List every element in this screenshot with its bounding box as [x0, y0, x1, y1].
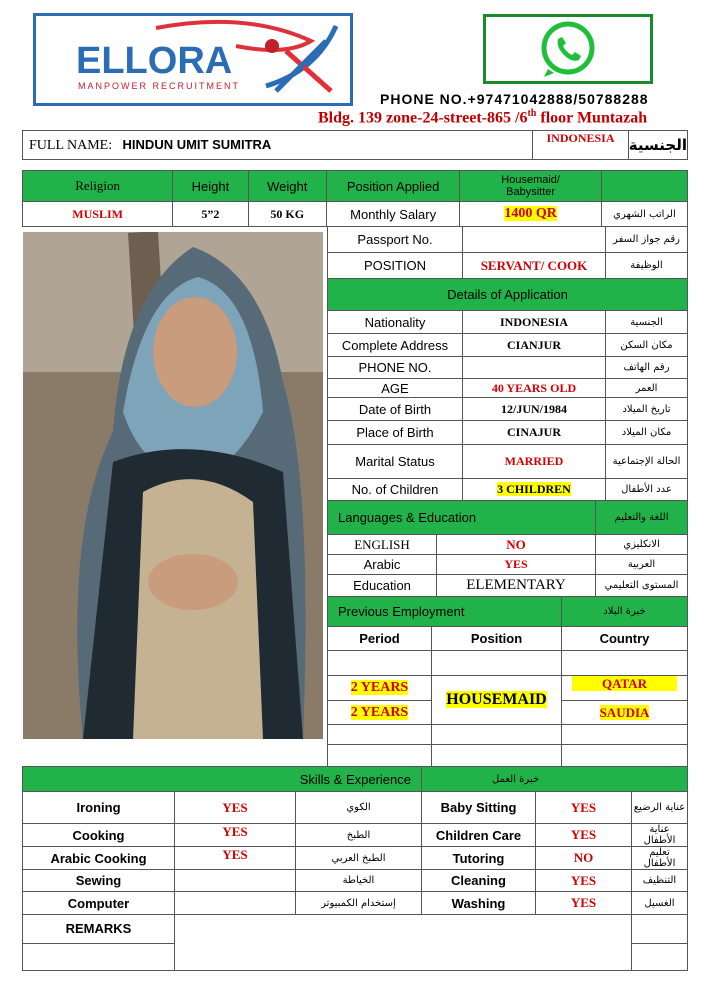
top-info-table — [22, 170, 688, 227]
detail-label: Marital Status — [328, 445, 463, 479]
passport-label: Passport No. — [328, 227, 463, 253]
skill-label: Children Care — [422, 824, 536, 847]
skill-value: YES — [175, 792, 296, 824]
skill-label: Tutoring — [422, 847, 536, 870]
detail-value: CINAJUR — [463, 421, 606, 445]
position-applied-value: Housemaid/ Babysitter — [460, 171, 602, 202]
employment-title: Previous Employment — [328, 597, 562, 627]
employment-country: SAUDIA — [599, 704, 650, 720]
skills-title: Skills & Experience — [23, 767, 422, 792]
salary-value: 1400 QR — [504, 206, 557, 221]
passport-position-table — [327, 226, 688, 279]
detail-value: INDONESIA — [463, 311, 606, 334]
skill-value: YES — [536, 792, 632, 824]
header-blank — [601, 171, 687, 202]
detail-ar: رقم الهاتف — [606, 357, 688, 379]
language-ar: الانكليزي — [596, 535, 688, 555]
nationality-ar: الجنسية — [628, 131, 687, 160]
skill-ar: عناية الأطفال — [632, 824, 688, 847]
detail-label: AGE — [328, 379, 463, 398]
employment-header-period: Period — [328, 627, 432, 651]
skill-label: Arabic Cooking — [23, 847, 175, 870]
skill-label: Computer — [23, 892, 175, 915]
skill-ar: الطبخ — [296, 824, 422, 847]
skill-label: Washing — [422, 892, 536, 915]
skill-label: Sewing — [23, 870, 175, 892]
full-name-value: HINDUN UMIT SUMITRA — [122, 137, 272, 152]
position-value: SERVANT/ COOK — [463, 253, 606, 279]
whatsapp-badge[interactable] — [483, 14, 653, 84]
religion-value: MUSLIM — [23, 202, 173, 227]
skill-value: YES — [175, 847, 296, 870]
phone-number: PHONE NO.+97471042888/50788288 — [380, 91, 649, 107]
languages-title: Languages & Education — [328, 501, 596, 535]
skill-ar: التنظيف — [632, 870, 688, 892]
languages-table — [327, 500, 688, 597]
detail-ar: الحالة الإجتماعية — [606, 445, 688, 479]
skill-label: Ironing — [23, 792, 175, 824]
salary-label: Monthly Salary — [326, 202, 459, 227]
height-header: Height — [173, 171, 248, 202]
height-value: 5”2 — [173, 202, 248, 227]
detail-ar: مكان الميلاد — [606, 421, 688, 445]
employment-position: HOUSEMAID — [446, 691, 547, 708]
language-value: NO — [437, 535, 596, 555]
skill-ar: الخياطة — [296, 870, 422, 892]
skill-ar: الكوي — [296, 792, 422, 824]
language-ar: المستوى التعليمي — [596, 575, 688, 597]
detail-label: No. of Children — [328, 479, 463, 501]
skill-value: NO — [536, 847, 632, 870]
position-applied-header: Position Applied — [326, 171, 459, 202]
details-table — [327, 278, 688, 501]
skill-ar: إستخدام الكمبيوتر — [296, 892, 422, 915]
skill-ar: عناية الرضيع — [632, 792, 688, 824]
detail-label: PHONE NO. — [328, 357, 463, 379]
detail-value: MARRIED — [463, 445, 606, 479]
employment-period: 2 YEARS — [350, 680, 409, 695]
skill-label: Baby Sitting — [422, 792, 536, 824]
detail-ar: الجنسية — [606, 311, 688, 334]
employment-table — [327, 596, 688, 767]
employment-period: 2 YEARS — [350, 704, 409, 720]
detail-label: Date of Birth — [328, 398, 463, 421]
language-ar: العربية — [596, 555, 688, 575]
name-row — [22, 130, 688, 160]
position-ar: الوظيفة — [606, 253, 688, 279]
language-label: Education — [328, 575, 437, 597]
language-value: ELEMENTARY — [437, 575, 596, 597]
nationality-value: INDONESIA — [533, 131, 629, 160]
remarks-value — [175, 915, 632, 971]
detail-label: Place of Birth — [328, 421, 463, 445]
weight-header: Weight — [248, 171, 326, 202]
logo-tagline: MANPOWER RECRUITMENT — [78, 81, 240, 91]
skill-value: YES — [536, 870, 632, 892]
detail-value: 40 YEARS OLD — [463, 379, 606, 398]
logo-swoosh-icon — [36, 16, 350, 103]
detail-ar: تاريخ الميلاد — [606, 398, 688, 421]
languages-title-ar: اللغة والتعليم — [596, 501, 688, 535]
skills-title-ar: خبرة العمل — [422, 767, 688, 792]
detail-label: Complete Address — [328, 334, 463, 357]
skill-value: YES — [175, 824, 296, 847]
passport-value — [463, 227, 606, 253]
detail-value — [463, 357, 606, 379]
position-label: POSITION — [328, 253, 463, 279]
full-name-label: FULL NAME: — [29, 138, 113, 153]
employment-header-country: Country — [562, 627, 688, 651]
ellora-logo — [33, 13, 353, 106]
religion-header: Religion — [23, 171, 173, 202]
applicant-photo — [23, 232, 323, 739]
employment-title-ar: خبرة البلاد — [562, 597, 688, 627]
language-label: Arabic — [328, 555, 437, 575]
skill-label: Cooking — [23, 824, 175, 847]
detail-ar: مكان السكن — [606, 334, 688, 357]
skill-ar: الغسيل — [632, 892, 688, 915]
remarks-label: REMARKS — [23, 915, 175, 944]
logo-text: ELLORA — [76, 40, 233, 82]
detail-value: 12/JUN/1984 — [463, 398, 606, 421]
detail-ar: عدد الأطفال — [606, 479, 688, 501]
passport-ar: رقم جواز السفر — [606, 227, 688, 253]
skill-ar: تعليم الأطفال — [632, 847, 688, 870]
employment-header-position: Position — [432, 627, 562, 651]
salary-ar: الراتب الشهري — [601, 202, 687, 227]
skill-value — [175, 870, 296, 892]
skill-value: YES — [536, 892, 632, 915]
employment-country: QATAR — [572, 676, 677, 691]
skill-value — [175, 892, 296, 915]
skill-ar: الطبخ العربي — [296, 847, 422, 870]
language-value: YES — [437, 555, 596, 575]
skills-table — [22, 766, 688, 971]
detail-value: CIANJUR — [463, 334, 606, 357]
children-value: 3 CHILDREN — [497, 482, 571, 496]
skill-label: Cleaning — [422, 870, 536, 892]
language-label: ENGLISH — [328, 535, 437, 555]
skill-value: YES — [536, 824, 632, 847]
weight-value: 50 KG — [248, 202, 326, 227]
details-title: Details of Application — [328, 279, 688, 311]
office-address: Bldg. 139 zone-24-street-865 /6th floor Muntazah — [318, 108, 648, 127]
detail-ar: العمر — [606, 379, 688, 398]
detail-label: Nationality — [328, 311, 463, 334]
whatsapp-icon — [486, 17, 650, 81]
